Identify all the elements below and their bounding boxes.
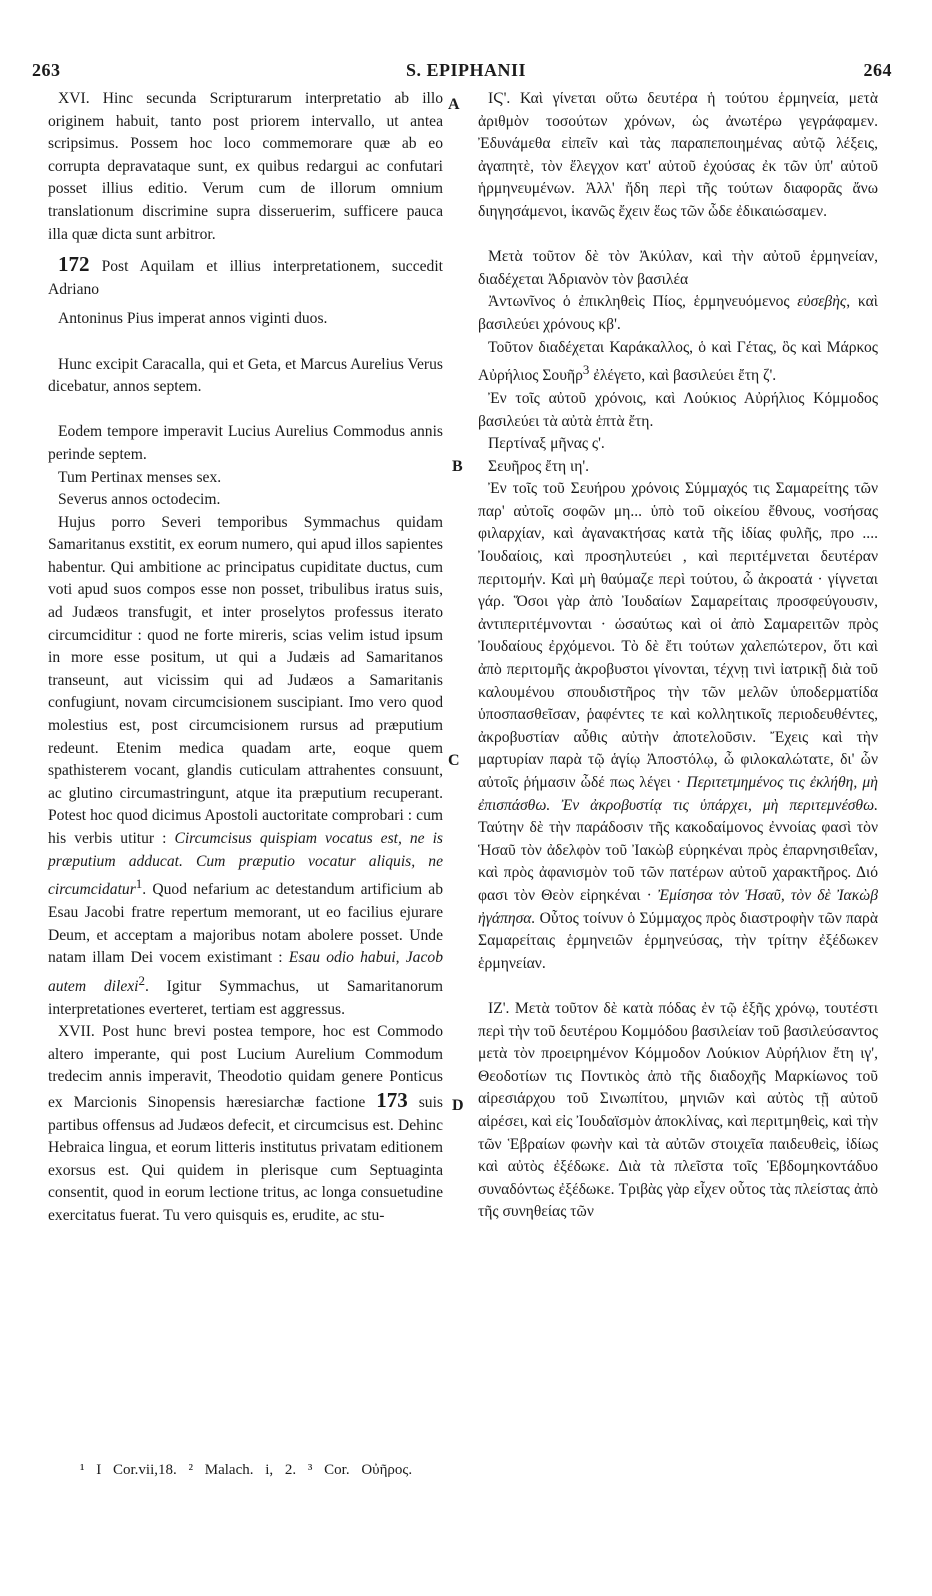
greek-quote-malachi: Ἐμίσησα τὸν Ἡσαῦ, τὸν δὲ Ἰακὼβ ἠγάπησα. <box>478 886 878 927</box>
latin-antoninus: Antoninus Pius imperat annos viginti duos. <box>58 310 328 328</box>
greek-commodus: Ἐν τοῖς αὐτοῦ χρόνοις, καὶ Λούκιος Αὐρήλιος Κόμμοδος βασιλεύει τὰ αὐτὰ ἑπτὰ ἔτη. <box>478 389 878 430</box>
page-number-172: 172 <box>58 252 90 277</box>
margin-marker-b: B <box>452 458 463 475</box>
latin-commodus: Eodem tempore imperavit Lucius Aurelius Commodus annis perinde septem. <box>48 423 443 463</box>
greek-paragraph-16: ΙϚ'. Καὶ γίνεται οὕτω δευτέρα ἡ τούτου ἑρμηνεία, μετὰ ἀριθμὸν τοσούτων χρόνων, ὡς ἀνωτέρω γεγράφαμεν. Ἐδυνάμεθα εἰπεῖν καὶ τὰς παραπεποιημένας αὐτῷ λέξεις, ἀγαπητὲ, τὸν ἔλεγχον κατ' αὐτοῦ ἐχούσας ἐκ τῶν ὑπ' αὐτοῦ ἡρμηνευμένων. Ἀλλ' ἤδη περὶ τῆς τούτων διαφορᾶς ἄνω διηγησάμενοι, ἱκανῶς ἔχειν ἕως τῶν ὧδε ἐδικαιώσαμεν. <box>478 90 878 220</box>
margin-marker-d: D <box>452 1097 464 1114</box>
latin-severus: Severus annos octodecim. <box>58 491 221 509</box>
greek-quote-corinthians: Περιτετμημένος τις ἐκλήθη, μὴ ἐπισπάσθω. Ἐν ἀκροβυστίᾳ τις ὑπάρχει, μὴ περιτεμνέσθω. <box>478 774 878 814</box>
running-title: S. EPIPHANII <box>405 60 527 80</box>
latin-paragraph-xvi: XVI. Hinc secunda Scripturarum interpretatio ab illo originem habuit, tanto post priorem intervallo, ut antea scripsimus. Possem hoc loco commemorare quæ ab eo corrupta depravataque sunt, ex quibus redargui ac confutari posset illius editio. Verum cum de illorum omnium translationum discrimine supra disseruerim, sufficere pauca illa quæ dicta sunt arbitror. <box>48 90 443 243</box>
footnote-1: ¹ I Cor.vii,18. <box>80 1462 177 1478</box>
greek-paragraph-17: ΙΖ'. Μετὰ τοῦτον δὲ κατὰ πόδας ἐν τῷ ἑξῆς χρόνῳ, τουτέστι περὶ τὴν τοῦ δευτέρου Κομμόδου βασιλείαν τοῦ βασιλεύσαντος μετὰ τὸν προειρημένον Κόμμοδον Λούκιον Αὐρήλιον ἔτη ιγ', Θεοδοτίων τις Ποντικὸς ἀπὸ τῆς διαδοχῆς Μαρκίωνος τοῦ αἱρεσιάρχου τοῦ Σινωπίτου, μηνιῶν καὶ αὐτὸς τῇ αὐτοῦ αἱρέσει, καὶ εἰς Ἰουδαϊσμὸν ἀποκλίνας, καὶ περιτμηθεὶς, καὶ τὴν τῶν Ἑβραίων φωνὴν καὶ τὰ αὐτῶν στοιχεῖα παιδευθεὶς, ἰδίως καὶ αὐτὸς ἐξέδωκε. Διὰ τὰ πλεῖστα τοῖς Ἑβδομηκοντάδυο συναδόντως ἐξέδωκε. Τριβὰς γὰρ εἶχεν οὗτος τὰς πλείστας ἀπὸ τῆς συνηθείας τῶν <box>478 999 878 1221</box>
latin-column <box>48 88 443 1227</box>
right-page-number: 264 <box>863 60 892 80</box>
greek-column <box>478 88 878 1224</box>
latin-caracalla: Hunc excipit Caracalla, qui et Geta, et Marcus Aurelius Verus dicebatur, annos septem. <box>48 355 443 396</box>
greek-pertinax: Περτίναξ μῆνας ς'. <box>488 435 605 453</box>
latin-paragraph-aquila: 172 Post Aquilam et illius interpretationem, succedit Adriano <box>48 252 443 298</box>
greek-caracalla: Τοῦτον διαδέχεται Καράκαλλος, ὁ καὶ Γέτας, ὃς καὶ Μάρκος Αὐρήλιος Σουῆρ$^3$ ἐλέγετο, καὶ βασιλεύει ἔτη ζ'. <box>478 338 878 385</box>
left-page-number: 263 <box>32 60 61 80</box>
margin-marker-a: A <box>448 96 460 113</box>
margin-marker-c: C <box>448 752 460 769</box>
latin-quote-malachi: Esau odio habui, Jacob autem dilexi <box>48 949 443 995</box>
greek-antoninus: Ἀντωνῖνος ὁ ἐπικληθεὶς Πίος, ἑρμηνευόμενος εὐσεβὴς, καὶ βασιλεύει χρόνους κβ'. <box>478 293 878 333</box>
footnote-3: ³ Cor. Οὐῆρος. <box>307 1462 413 1478</box>
greek-symmachus-paragraph: Ἐν τοῖς τοῦ Σευήρου χρόνοις Σύμμαχός τις Σαμαρείτης τῶν παρ' αὐτοῖς σοφῶν μη... ὑπὸ τοῦ οἰκείου ἔθνους, νοσήσας φιλαρχίαν, καὶ ἀγανακτήσας κατὰ τῆς ἰδίας φυλῆς, προ .... Ἰουδαίοις, καὶ προσηλυτεύει , καὶ περιτέμνεται δευτέραν περιτομήν. Καὶ μὴ θαύμαζε περὶ τούτου, ὦ ἀκροατά · γίγνεται γάρ. Ὅσοι γὰρ ἀπὸ Ἰουδαίων Σαμαρείταις προσφεύγουσιν, ἀντιπεριτέμνονται · ὡσαύτως καὶ οἱ ἀπὸ Σαμαρειτῶν πρὸς Ἰουδαίους ἐρχόμενοι. Τὸ δὲ ἔτι τούτων χαλεπώτερον, ὅτι καὶ ἀπὸ περιτομῆς ἀκροβυστοι γίνονται, τέχνῃ τινὶ ἰατρικῇ διὰ τοῦ καλουμένου σπουδιστῆρος τὴν τῶν μελῶν ὑποδερματίδα ὑποσπασθεῖσαν, ῥαφέντες τε καὶ κολλητικοῖς περιοδευθέντες, ἀκροβυστίαν αὖθις αὐτὴν ἀποτελοῦσιν. Ἔχεις καὶ τὴν μαρτυρίαν παρὰ τῷ ἁγίῳ Ἀποστόλῳ, ὦ φιλοκαλώτατε, δι' ὧν αὐτοῖς ῥήμασιν ὧδέ πως λέγει · Περιτετμημένος τις ἐκλήθη, μὴ ἐπισπάσθω. Ἐν ἀκροβυστίᾳ τις ὑπάρχει, μὴ περιτεμνέσθω. Ταύτην δὲ τὴν παράδοσιν τῆς κακοδαίμονος ἐννοίας φασὶ τὸν Ἡσαῦ τὸν ἀδελφὸν τοῦ Ἰακὼβ εὑρηκέναι πρὸς ἐπαρνησιθεΐαν, καὶ πρὸς ἀφανισμὸν τοῦ τῶν πατέρων αὐτοῦ χαρακτῆρος. Διό φασι τὸν Θεὸν εἰρηκέναι · Ἐμίσησα τὸν Ἡσαῦ, τὸν δὲ Ἰακὼβ ἠγάπησα. Οὗτος τοίνυν ὁ Σύμμαχος πρὸς διαστροφὴν τῶν παρὰ Σαμαρείταις ἑρμηνειῶν ἑρμηνεύσας, τὴν τρίτην ἐξέδωκεν ἑρμηνείαν. <box>478 480 879 972</box>
greek-aquila: Μετὰ τοῦτον δὲ τὸν Ἀκύλαν, καὶ τὴν αὐτοῦ ἑρμηνείαν, διαδέχεται Ἀδριανὸν τὸν βασιλέα <box>478 248 878 288</box>
footnote-2: ² Malach. i, 2. <box>188 1462 297 1478</box>
latin-pertinax: Tum Pertinax menses sex. <box>58 468 222 486</box>
footnotes <box>80 1462 412 1479</box>
latin-symmachus-paragraph: Hujus porro Severi temporibus Symmachus quidam Samaritanus exstitit, ex eorum numero, qui apud illos sapientes habentur. Qui ambitione ac principatus cupiditate ductus, cum voti apud suos compos esse non posset, tribulibus iratus suis, ad Judæos transfugit, et inter proselytos professus iterato circumciditur : quod ne forte mireris, scias velim istud ipsum in more esse positum, ut qui a Judæis ad Samaritanos transeunt, aut vicissim qui ad Judæos a Samaritanis confugiunt, novam circumcisionem suscipiant. Imo vero quod molestius est, post circumcisionem rursus ad præputium redeunt. Etenim medica quadam arte, eoque quem spathisterem vocant, glandis cuticulam attrahentes consuunt, ac glutino circumastringunt, atque ita præputium recuperant. Potest hoc quod dicimus Apostoli auctoritate comprobari : cum his verbis utitur : Circumcisus quispiam vocatus est, ne is præputium adducat. Cum præputio vocatur aliquis, ne circumcidatur$^1$. Quod nefarium ac detestandum artificium ab Esau Jacobi fratre repertum memorant, ut eo facilius ejurare Deum, et acceptam a majoribus notam abolere posset. Unde natam illam Dei vocem existimant : Esau odio habui, Jacob autem dilexi$^2$. Igitur Symmachus, ut Samaritanorum interpretationes everteret, tertiam est aggressus. <box>48 513 444 1018</box>
greek-severus: Σευῆρος ἔτη ιη'. <box>488 457 590 475</box>
latin-quote-corinthians: Circumcisus quispiam vocatus est, ne is præputium adducat. Cum præputio vocatur aliquis, ne circumcidatur <box>48 830 444 899</box>
latin-paragraph-xvii: XVII. Post hunc brevi postea tempore, hoc est Commodo altero imperante, qui post Lucium Aurelium Commodum tredecim annis imperavit, Theodotio quidam genere Ponticus ex Marcionis Sinopensis hæresiarchæ factione 173 suis partibus offensus ad Judæos defecit, et circumcisus est. Dehinc Hebraica lingua, et eorum litteris institutus privatam editionem exorsus est. Qui quidem in plerisque cum Septuaginta consentit, quod in eorum lectione tritus, ac longa consuetudine exercitatus fuerat. Tu vero quisquis es, erudite, ac stu- <box>48 1023 443 1224</box>
page-number-173: 173 <box>376 1087 408 1112</box>
